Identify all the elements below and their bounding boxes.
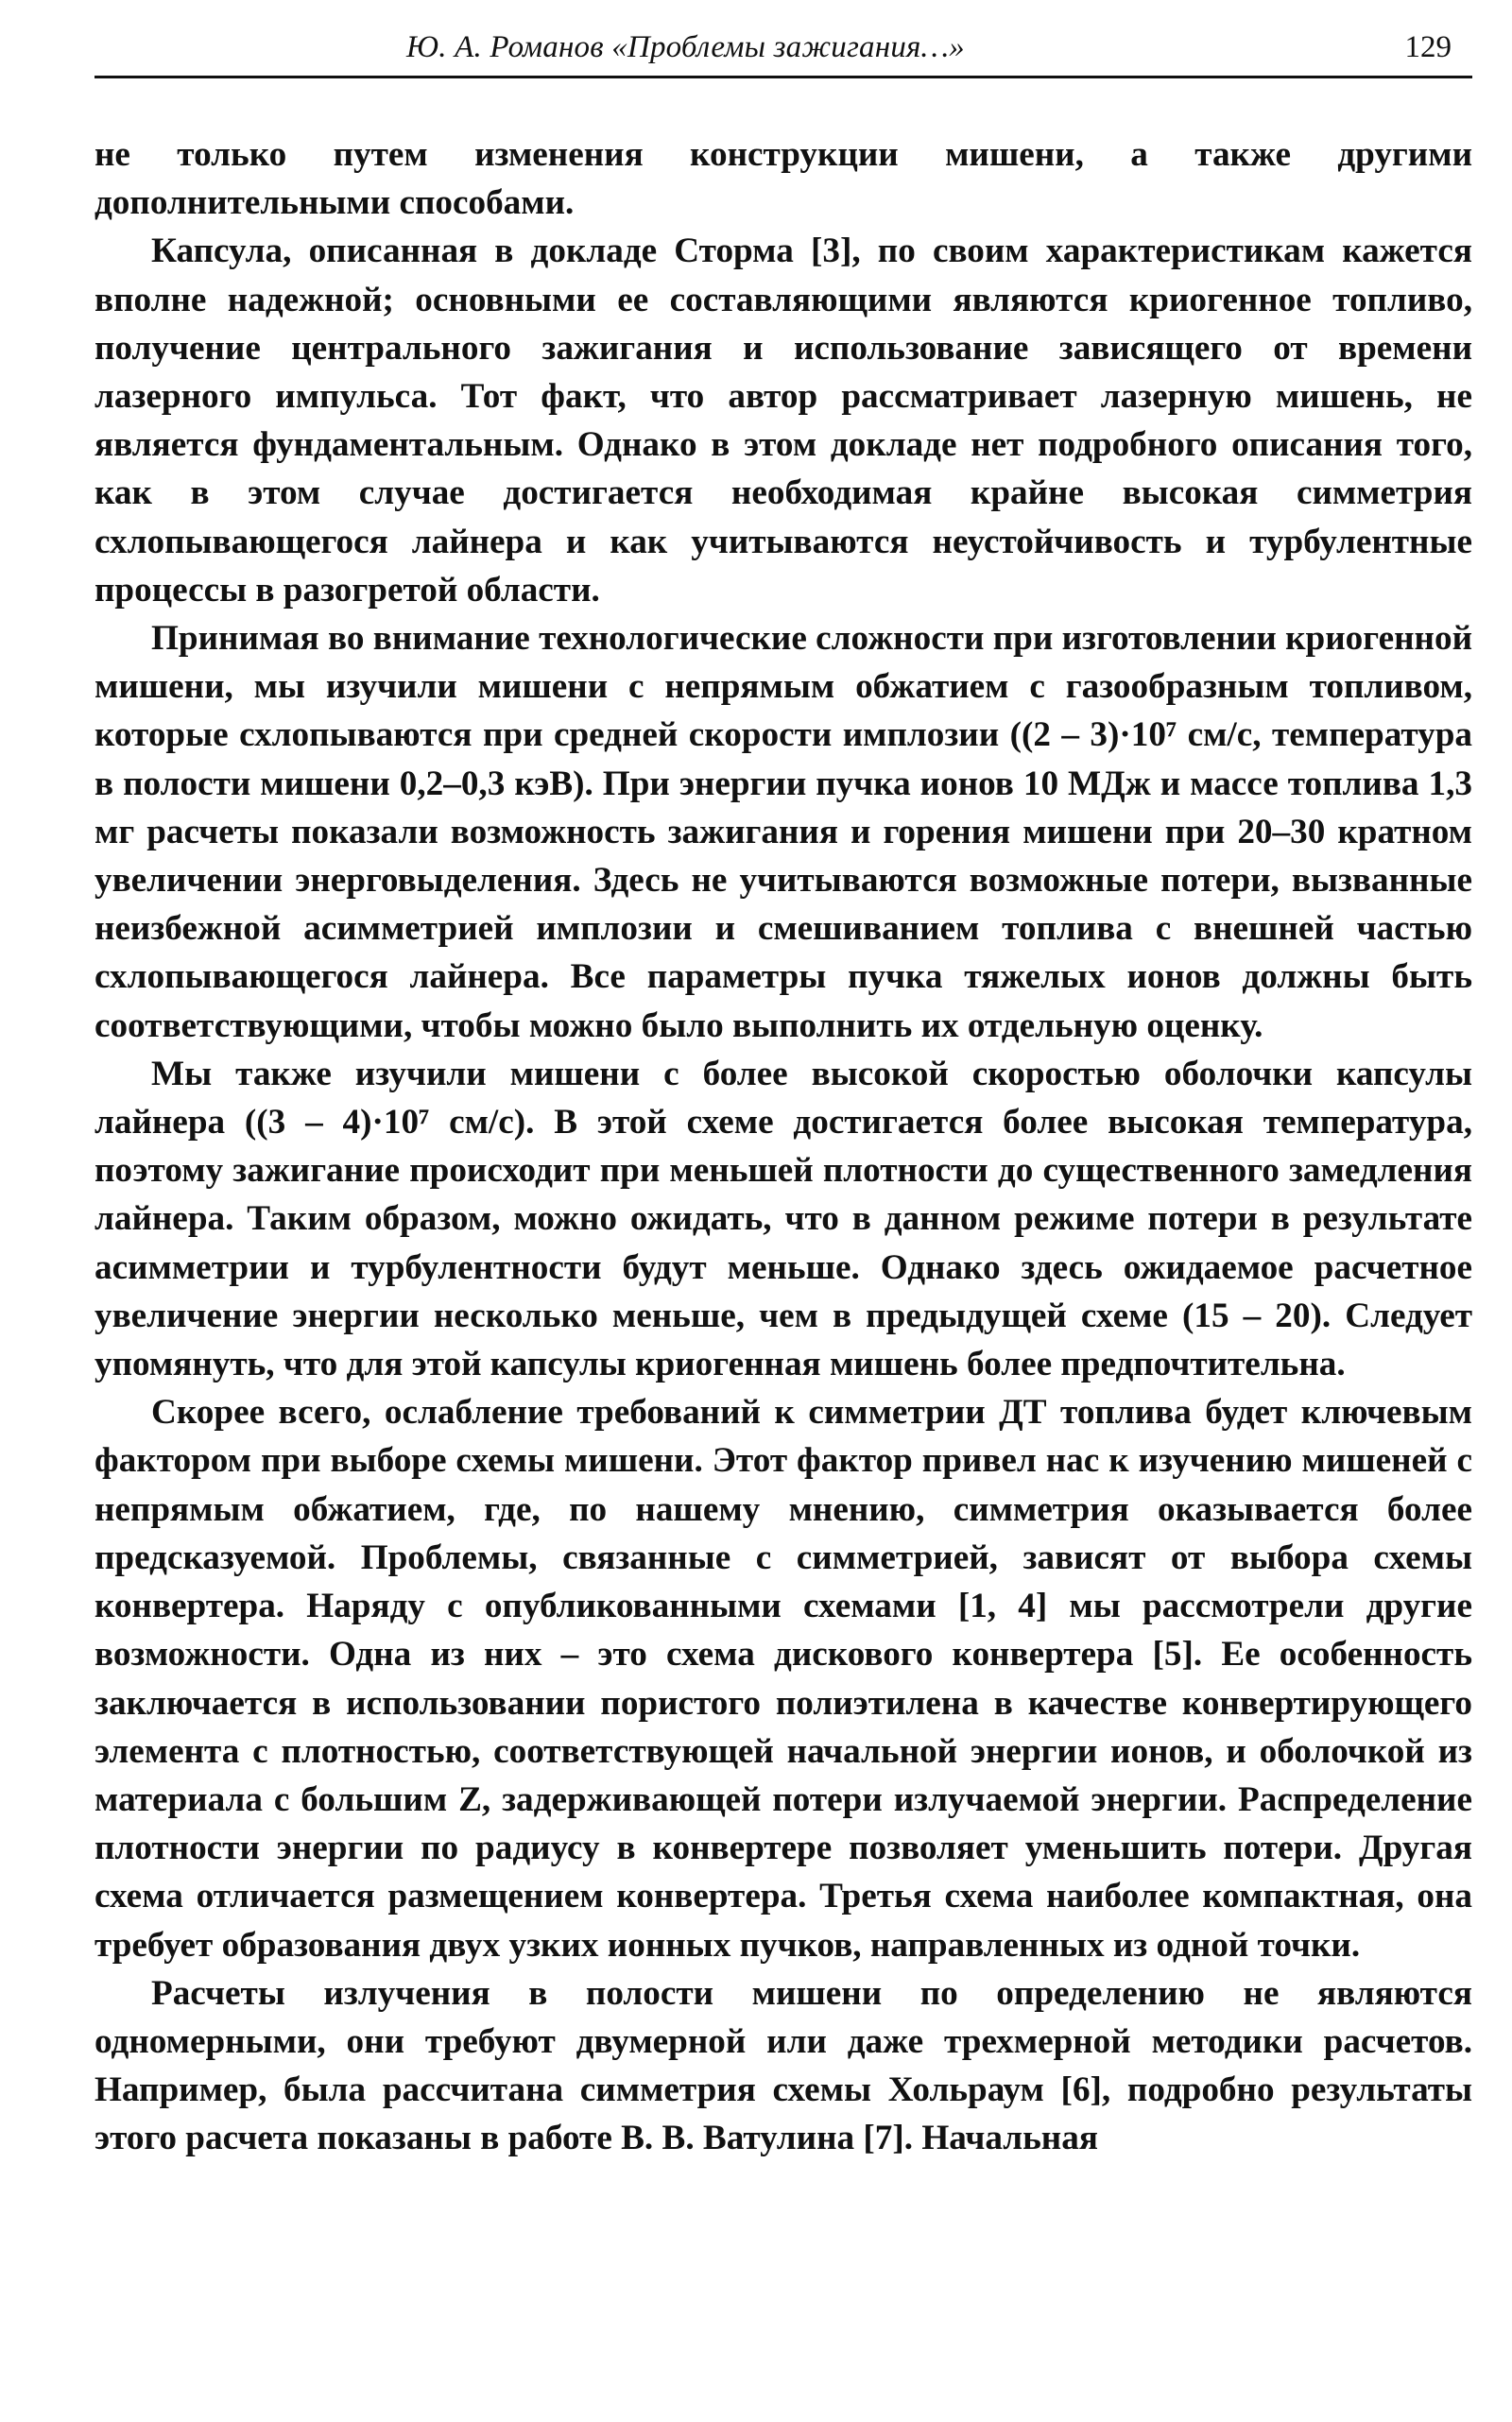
paragraph-gas-fuel-targets: Принимая во внимание технологические сложности при изготовлении криогенной мишени, мы изучили мишени с непрямым обжатием с газообразным топливом, которые схлопываются при средней скорости имплозии ((2 – 3)·10⁷ см/с, температура в полости мишени 0,2–0,3 кэВ). При энергии пучка ионов 10 МДж и массе топлива 1,3 мг расчеты показали возможность зажигания и горения мишени при 20–30 кратном увеличении энерговыделения. Здесь не учитываются возможные потери, вызванные неизбежной асимметрией имплозии и смешиванием топлива с внешней частью схлопывающегося лайнера. Все параметры пучка тяжелых ионов должны быть соответствующими, чтобы можно было выполнить их отдельную оценку. [94, 619, 1472, 1045]
page-number: 129 [1404, 30, 1452, 64]
running-title: Ю. А. Романов «Проблемы зажигания…» [406, 30, 965, 64]
document-page [94, 0, 1472, 2422]
paragraph-continuation: не только путем изменения конструкции мишени, а также другими дополнительными способами. [94, 135, 1472, 223]
paragraph-converter-schemes: Скорее всего, ослабление требований к симметрии ДТ топлива будет ключевым фактором при выборе схемы мишени. Этот фактор привел нас к изучению мишеней с непрямым обжатием, где, по нашему мнению, симметрия оказывается более предсказуемой. Проблемы, связанные с симметрией, зависят от выбора схемы конвертера. Наряду с опубликованными схемами [1, 4] мы рассмотрели другие возможности. Одна из них – это схема дискового конвертера [5]. Ее особенность заключается в использовании пористого полиэтилена в качестве конвертирующего элемента с плотностью, соответствующей начальной энергии ионов, и оболочкой из материала с большим Z, задерживающей потери излучаемой энергии. Распределение плотности энергии по радиусу в конвертере позволяет уменьшить потери. Другая схема отличается размещением конвертера. Третья схема наиболее компактная, она требует образования двух узких ионных пучков, направленных из одной точки. [94, 1393, 1472, 1965]
paragraph-high-velocity-targets: Мы также изучили мишени с более высокой скоростью оболочки капсулы лайнера ((3 – 4)·10⁷ см/с). В этой схеме достигается более высокая температура, поэтому зажигание происходит при меньшей плотности до существенного замедления лайнера. Таким образом, можно ожидать, что в данном режиме потери в результате асимметрии и турбулентности будут меньше. Однако здесь ожидаемое расчетное увеличение энергии несколько меньше, чем в предыдущей схеме (15 – 20). Следует упомянуть, что для этой капсулы криогенная мишень более предпочтительна. [94, 1054, 1472, 1384]
paragraph-radiation-calculations: Расчеты излучения в полости мишени по определению не являются одномерными, они требуют двумерной или даже трехмерной методики расчетов. Например, была рассчитана симметрия схемы Хольраум [6], подробно результаты этого расчета показаны в работе В. В. Ватулина [7]. Начальная [94, 1973, 1472, 2158]
running-header [94, 26, 1472, 78]
paragraph-storm-capsule: Капсула, описанная в докладе Сторма [3], по своим характеристикам кажется вполне надежной; основными ее составляющими являются криогенное топливо, получение центрального зажигания и использование зависящего от времени лазерного импульса. Тот факт, что автор рассматривает лазерную мишень, не является фундаментальным. Однако в этом докладе нет подробного описания того, как в этом случае достигается необходимая крайне высокая симметрия схлопывающегося лайнера и как учитываются неустойчивость и турбулентные процессы в разогретой области. [94, 232, 1472, 610]
body-text [94, 130, 1472, 2163]
